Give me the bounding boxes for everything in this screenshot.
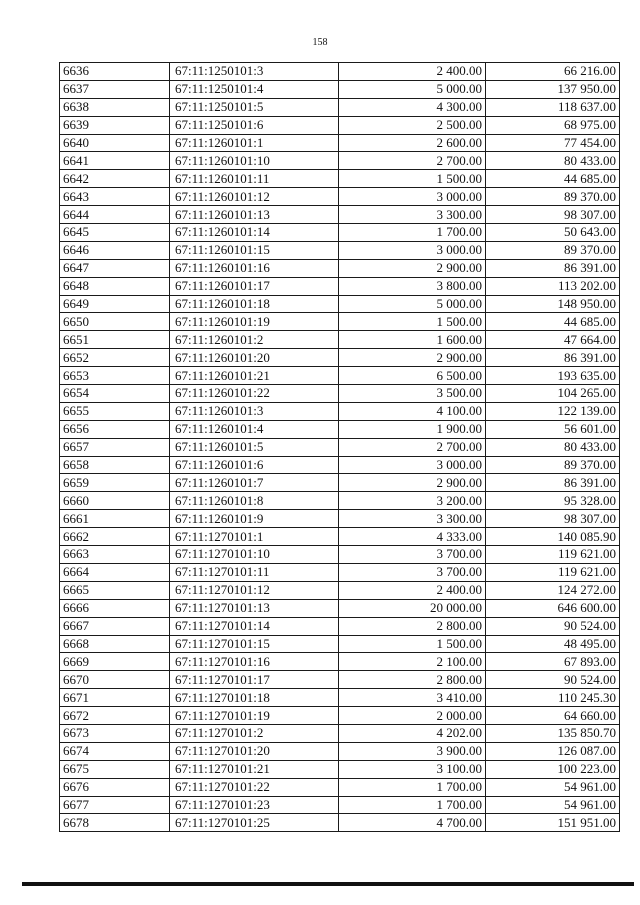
row-number-cell: 6673 — [60, 724, 170, 742]
cadastral-number-cell: 67:11:1270101:17 — [170, 671, 339, 689]
cadastral-number-cell: 67:11:1270101:11 — [170, 563, 339, 581]
table-row — [60, 438, 620, 456]
value-cell: 119 621.00 — [486, 563, 620, 581]
area-cell: 2 100.00 — [339, 653, 486, 671]
value-cell: 80 433.00 — [486, 152, 620, 170]
value-cell: 67 893.00 — [486, 653, 620, 671]
value-cell: 54 961.00 — [486, 778, 620, 796]
area-cell: 3 100.00 — [339, 760, 486, 778]
cadastral-number-cell: 67:11:1270101:15 — [170, 635, 339, 653]
area-cell: 3 900.00 — [339, 742, 486, 760]
table-row — [60, 420, 620, 438]
table-row — [60, 349, 620, 367]
row-number-cell: 6659 — [60, 474, 170, 492]
cadastral-number-cell: 67:11:1270101:20 — [170, 742, 339, 760]
cadastral-number-cell: 67:11:1270101:12 — [170, 581, 339, 599]
table-row — [60, 474, 620, 492]
cadastral-number-cell: 67:11:1260101:4 — [170, 420, 339, 438]
row-number-cell: 6652 — [60, 349, 170, 367]
cadastral-number-cell: 67:11:1260101:9 — [170, 510, 339, 528]
cadastral-number-cell: 67:11:1260101:7 — [170, 474, 339, 492]
area-cell: 4 300.00 — [339, 98, 486, 116]
area-cell: 2 600.00 — [339, 134, 486, 152]
table-row — [60, 814, 620, 832]
table-row — [60, 170, 620, 188]
table-row — [60, 635, 620, 653]
area-cell: 1 600.00 — [339, 331, 486, 349]
area-cell: 3 200.00 — [339, 492, 486, 510]
table-row — [60, 224, 620, 242]
row-number-cell: 6648 — [60, 277, 170, 295]
area-cell: 3 300.00 — [339, 510, 486, 528]
row-number-cell: 6676 — [60, 778, 170, 796]
cadastral-number-cell: 67:11:1270101:21 — [170, 760, 339, 778]
row-number-cell: 6636 — [60, 63, 170, 81]
table-row — [60, 689, 620, 707]
area-cell: 2 900.00 — [339, 259, 486, 277]
row-number-cell: 6675 — [60, 760, 170, 778]
value-cell: 104 265.00 — [486, 385, 620, 403]
table-row — [60, 581, 620, 599]
row-number-cell: 6638 — [60, 98, 170, 116]
page-number: 158 — [312, 37, 328, 48]
area-cell: 2 900.00 — [339, 349, 486, 367]
area-cell: 1 900.00 — [339, 420, 486, 438]
area-cell: 1 500.00 — [339, 635, 486, 653]
cadastral-number-cell: 67:11:1270101:13 — [170, 599, 339, 617]
cadastral-number-cell: 67:11:1270101:16 — [170, 653, 339, 671]
row-number-cell: 6655 — [60, 402, 170, 420]
area-cell: 2 500.00 — [339, 116, 486, 134]
value-cell: 50 643.00 — [486, 224, 620, 242]
cadastral-number-cell: 67:11:1260101:18 — [170, 295, 339, 313]
row-number-cell: 6639 — [60, 116, 170, 134]
row-number-cell: 6661 — [60, 510, 170, 528]
value-cell: 66 216.00 — [486, 63, 620, 81]
table-row — [60, 796, 620, 814]
table-row — [60, 98, 620, 116]
table-row — [60, 188, 620, 206]
row-number-cell: 6643 — [60, 188, 170, 206]
value-cell: 68 975.00 — [486, 116, 620, 134]
row-number-cell: 6662 — [60, 528, 170, 546]
cadastral-number-cell: 67:11:1260101:11 — [170, 170, 339, 188]
row-number-cell: 6678 — [60, 814, 170, 832]
value-cell: 54 961.00 — [486, 796, 620, 814]
table-row — [60, 546, 620, 564]
cadastral-number-cell: 67:11:1260101:2 — [170, 331, 339, 349]
value-cell: 119 621.00 — [486, 546, 620, 564]
cadastral-number-cell: 67:11:1270101:14 — [170, 617, 339, 635]
value-cell: 193 635.00 — [486, 367, 620, 385]
cadastral-number-cell: 67:11:1260101:1 — [170, 134, 339, 152]
area-cell: 3 000.00 — [339, 241, 486, 259]
row-number-cell: 6664 — [60, 563, 170, 581]
row-number-cell: 6647 — [60, 259, 170, 277]
value-cell: 56 601.00 — [486, 420, 620, 438]
table-row — [60, 528, 620, 546]
table-row — [60, 80, 620, 98]
row-number-cell: 6644 — [60, 206, 170, 224]
row-number-cell: 6669 — [60, 653, 170, 671]
area-cell: 4 100.00 — [339, 402, 486, 420]
cadastral-number-cell: 67:11:1260101:21 — [170, 367, 339, 385]
area-cell: 1 500.00 — [339, 313, 486, 331]
value-cell: 77 454.00 — [486, 134, 620, 152]
cadastral-number-cell: 67:11:1260101:22 — [170, 385, 339, 403]
area-cell: 5 000.00 — [339, 295, 486, 313]
value-cell: 86 391.00 — [486, 349, 620, 367]
cadastral-number-cell: 67:11:1260101:14 — [170, 224, 339, 242]
value-cell: 47 664.00 — [486, 331, 620, 349]
row-number-cell: 6642 — [60, 170, 170, 188]
row-number-cell: 6665 — [60, 581, 170, 599]
table-row — [60, 116, 620, 134]
row-number-cell: 6649 — [60, 295, 170, 313]
area-cell: 3 000.00 — [339, 456, 486, 474]
cadastral-number-cell: 67:11:1250101:4 — [170, 80, 339, 98]
value-cell: 126 087.00 — [486, 742, 620, 760]
area-cell: 3 700.00 — [339, 546, 486, 564]
table-row — [60, 563, 620, 581]
cadastral-number-cell: 67:11:1250101:5 — [170, 98, 339, 116]
area-cell: 4 202.00 — [339, 724, 486, 742]
area-cell: 3 300.00 — [339, 206, 486, 224]
row-number-cell: 6660 — [60, 492, 170, 510]
table-row — [60, 707, 620, 725]
area-cell: 4 700.00 — [339, 814, 486, 832]
area-cell: 1 700.00 — [339, 796, 486, 814]
cadastral-number-cell: 67:11:1260101:6 — [170, 456, 339, 474]
area-cell: 2 800.00 — [339, 617, 486, 635]
table-row — [60, 617, 620, 635]
table-row — [60, 295, 620, 313]
row-number-cell: 6654 — [60, 385, 170, 403]
cadastral-number-cell: 67:11:1260101:8 — [170, 492, 339, 510]
table-row — [60, 134, 620, 152]
row-number-cell: 6672 — [60, 707, 170, 725]
value-cell: 98 307.00 — [486, 206, 620, 224]
area-cell: 2 000.00 — [339, 707, 486, 725]
value-cell: 48 495.00 — [486, 635, 620, 653]
area-cell: 1 700.00 — [339, 224, 486, 242]
row-number-cell: 6640 — [60, 134, 170, 152]
cadastral-number-cell: 67:11:1260101:10 — [170, 152, 339, 170]
value-cell: 90 524.00 — [486, 617, 620, 635]
table-row — [60, 152, 620, 170]
area-cell: 3 800.00 — [339, 277, 486, 295]
value-cell: 44 685.00 — [486, 313, 620, 331]
table-row — [60, 331, 620, 349]
table-row — [60, 402, 620, 420]
cadastral-number-cell: 67:11:1270101:10 — [170, 546, 339, 564]
table-row — [60, 241, 620, 259]
value-cell: 95 328.00 — [486, 492, 620, 510]
table-row — [60, 653, 620, 671]
area-cell: 2 400.00 — [339, 581, 486, 599]
value-cell: 113 202.00 — [486, 277, 620, 295]
value-cell: 124 272.00 — [486, 581, 620, 599]
row-number-cell: 6671 — [60, 689, 170, 707]
table-row — [60, 456, 620, 474]
value-cell: 148 950.00 — [486, 295, 620, 313]
cadastral-table — [59, 62, 620, 832]
cadastral-number-cell: 67:11:1250101:3 — [170, 63, 339, 81]
table-row — [60, 778, 620, 796]
row-number-cell: 6637 — [60, 80, 170, 98]
value-cell: 89 370.00 — [486, 456, 620, 474]
table-row — [60, 599, 620, 617]
value-cell: 646 600.00 — [486, 599, 620, 617]
cadastral-number-cell: 67:11:1260101:3 — [170, 402, 339, 420]
cadastral-number-cell: 67:11:1260101:16 — [170, 259, 339, 277]
table-row — [60, 277, 620, 295]
cadastral-number-cell: 67:11:1270101:25 — [170, 814, 339, 832]
area-cell: 2 900.00 — [339, 474, 486, 492]
row-number-cell: 6651 — [60, 331, 170, 349]
row-number-cell: 6666 — [60, 599, 170, 617]
area-cell: 6 500.00 — [339, 367, 486, 385]
value-cell: 140 085.90 — [486, 528, 620, 546]
area-cell: 3 500.00 — [339, 385, 486, 403]
table-row — [60, 492, 620, 510]
cadastral-number-cell: 67:11:1260101:20 — [170, 349, 339, 367]
cadastral-number-cell: 67:11:1270101:22 — [170, 778, 339, 796]
row-number-cell: 6641 — [60, 152, 170, 170]
row-number-cell: 6650 — [60, 313, 170, 331]
value-cell: 89 370.00 — [486, 188, 620, 206]
cadastral-number-cell: 67:11:1270101:19 — [170, 707, 339, 725]
row-number-cell: 6663 — [60, 546, 170, 564]
area-cell: 3 700.00 — [339, 563, 486, 581]
row-number-cell: 6656 — [60, 420, 170, 438]
row-number-cell: 6677 — [60, 796, 170, 814]
row-number-cell: 6646 — [60, 241, 170, 259]
value-cell: 86 391.00 — [486, 474, 620, 492]
area-cell: 2 700.00 — [339, 152, 486, 170]
value-cell: 100 223.00 — [486, 760, 620, 778]
row-number-cell: 6670 — [60, 671, 170, 689]
area-cell: 1 500.00 — [339, 170, 486, 188]
area-cell: 5 000.00 — [339, 80, 486, 98]
row-number-cell: 6668 — [60, 635, 170, 653]
table-row — [60, 510, 620, 528]
value-cell: 80 433.00 — [486, 438, 620, 456]
table-row — [60, 724, 620, 742]
row-number-cell: 6645 — [60, 224, 170, 242]
row-number-cell: 6658 — [60, 456, 170, 474]
cadastral-number-cell: 67:11:1260101:13 — [170, 206, 339, 224]
table-row — [60, 367, 620, 385]
cadastral-number-cell: 67:11:1270101:1 — [170, 528, 339, 546]
table-row — [60, 206, 620, 224]
cadastral-number-cell: 67:11:1260101:19 — [170, 313, 339, 331]
value-cell: 86 391.00 — [486, 259, 620, 277]
value-cell: 64 660.00 — [486, 707, 620, 725]
bottom-rule — [22, 882, 634, 886]
table-row — [60, 259, 620, 277]
table-body — [60, 63, 620, 832]
value-cell: 118 637.00 — [486, 98, 620, 116]
cadastral-number-cell: 67:11:1260101:17 — [170, 277, 339, 295]
area-cell: 2 400.00 — [339, 63, 486, 81]
table-row — [60, 385, 620, 403]
cadastral-number-cell: 67:11:1260101:5 — [170, 438, 339, 456]
row-number-cell: 6653 — [60, 367, 170, 385]
row-number-cell: 6657 — [60, 438, 170, 456]
value-cell: 110 245.30 — [486, 689, 620, 707]
area-cell: 1 700.00 — [339, 778, 486, 796]
cadastral-number-cell: 67:11:1270101:2 — [170, 724, 339, 742]
value-cell: 90 524.00 — [486, 671, 620, 689]
value-cell: 135 850.70 — [486, 724, 620, 742]
area-cell: 2 800.00 — [339, 671, 486, 689]
cadastral-number-cell: 67:11:1260101:15 — [170, 241, 339, 259]
table-row — [60, 63, 620, 81]
value-cell: 44 685.00 — [486, 170, 620, 188]
value-cell: 122 139.00 — [486, 402, 620, 420]
value-cell: 89 370.00 — [486, 241, 620, 259]
cadastral-number-cell: 67:11:1270101:18 — [170, 689, 339, 707]
table-row — [60, 742, 620, 760]
row-number-cell: 6674 — [60, 742, 170, 760]
area-cell: 3 410.00 — [339, 689, 486, 707]
value-cell: 98 307.00 — [486, 510, 620, 528]
cadastral-number-cell: 67:11:1260101:12 — [170, 188, 339, 206]
table-row — [60, 760, 620, 778]
area-cell: 20 000.00 — [339, 599, 486, 617]
value-cell: 151 951.00 — [486, 814, 620, 832]
value-cell: 137 950.00 — [486, 80, 620, 98]
cadastral-number-cell: 67:11:1250101:6 — [170, 116, 339, 134]
area-cell: 4 333.00 — [339, 528, 486, 546]
area-cell: 3 000.00 — [339, 188, 486, 206]
table-row — [60, 313, 620, 331]
area-cell: 2 700.00 — [339, 438, 486, 456]
table-row — [60, 671, 620, 689]
cadastral-number-cell: 67:11:1270101:23 — [170, 796, 339, 814]
row-number-cell: 6667 — [60, 617, 170, 635]
